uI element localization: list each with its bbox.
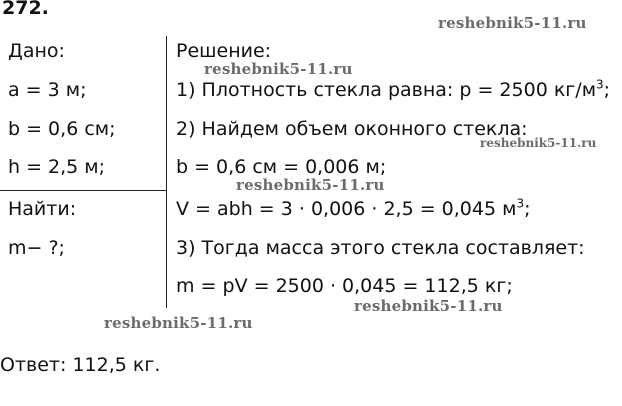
solution-volume-tail: ; [524, 198, 531, 220]
given-h: h = 2,5 м; [8, 156, 106, 178]
find-m: m− ?; [8, 237, 65, 259]
watermark: reshebnik5-11.ru [104, 314, 253, 332]
answer-value: 112,5 кг. [72, 354, 161, 376]
solution-step-1-exponent: 3 [596, 77, 604, 92]
given-header: Дано: [8, 40, 65, 62]
answer-label: Ответ: [0, 354, 67, 376]
watermark: reshebnik5-11.ru [438, 14, 587, 32]
solution-header: Решение: [176, 40, 272, 62]
solution-volume-text: V = abh = 3 · 0,006 · 2,5 = 0,045 м [176, 198, 517, 220]
watermark: reshebnik5-11.ru [480, 136, 597, 150]
solution-volume-exponent: 3 [516, 196, 525, 211]
divider-horizontal [0, 190, 166, 191]
given-a: a = 3 м; [8, 79, 87, 101]
solution-step-1-text: 1) Плотность стекла равна: p = 2500 кг/м [176, 79, 597, 101]
given-b: b = 0,6 см; [8, 118, 116, 140]
solution-volume [176, 197, 531, 221]
watermark: reshebnik5-11.ru [204, 60, 353, 78]
solution-step-1-tail: ; [603, 79, 611, 101]
solution-mass: m = pV = 2500 · 0,045 = 112,5 кг; [176, 275, 513, 297]
solution-step-3: 3) Тогда масса этого стекла составляет: [176, 237, 585, 259]
divider-vertical [166, 36, 167, 308]
watermark: reshebnik5-11.ru [236, 176, 385, 194]
watermark: reshebnik5-11.ru [354, 297, 503, 315]
solution-step-2: 2) Найдем объем оконного стекла: [176, 118, 528, 140]
problem-number: 272. [2, 0, 49, 19]
solution-step-1 [176, 78, 610, 102]
solution-b-conversion: b = 0,6 см = 0,006 м; [176, 156, 387, 178]
find-header: Найти: [8, 198, 77, 220]
answer [0, 353, 160, 377]
